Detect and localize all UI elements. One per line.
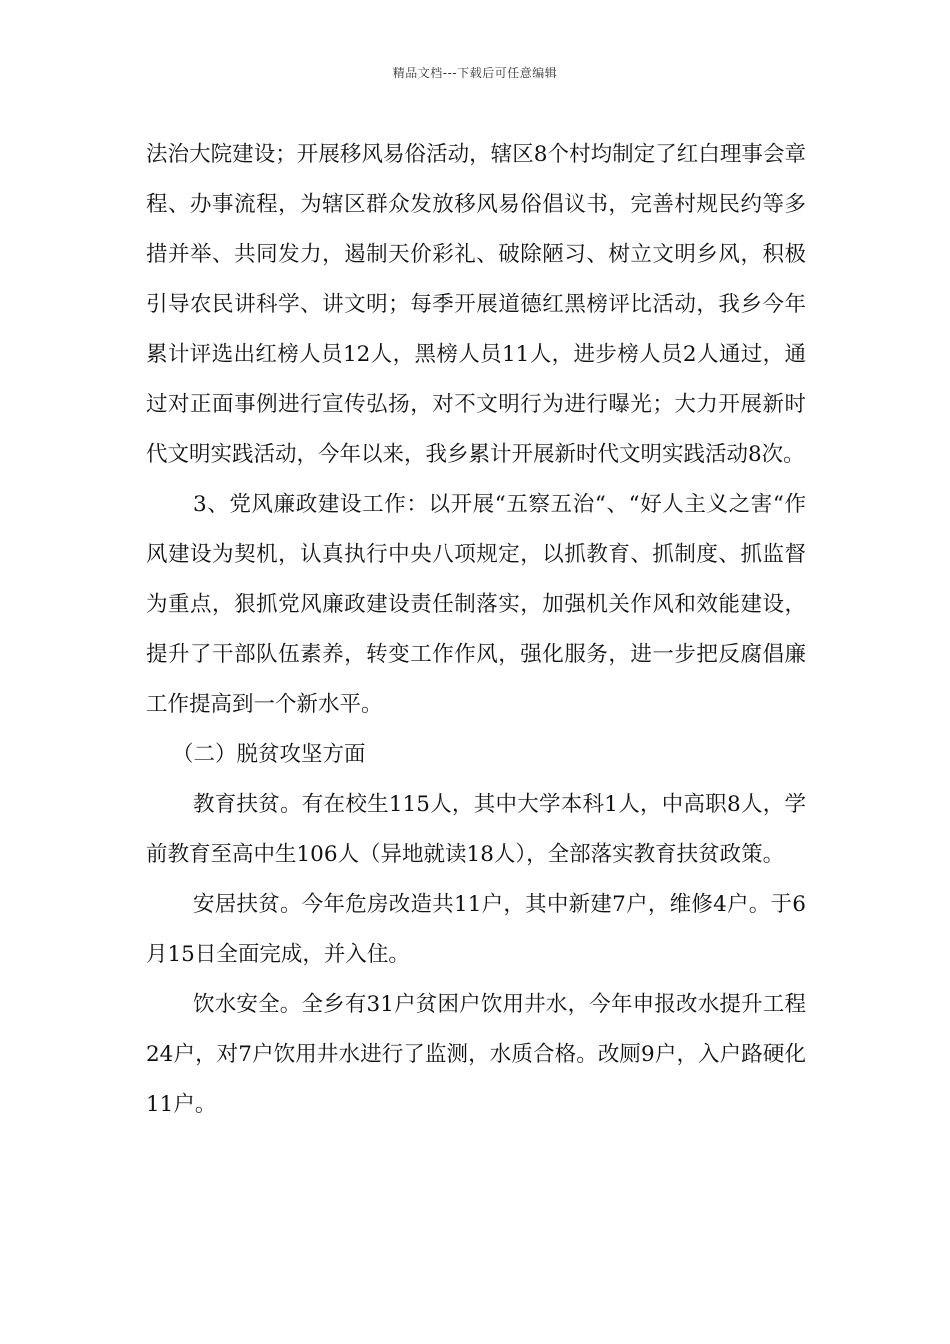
paragraph-education: 教育扶贫。有在校生115人，其中大学本科1人，中高职8人，学前教育至高中生106人（异地就读18人），全部落实教育扶贫政策。: [146, 792, 806, 867]
paragraph-housing: 安居扶贫。今年危房改造共11户，其中新建7户，维修4户。于6月15日全面完成，并入住。: [146, 892, 806, 967]
section-heading-poverty: （二）脱贫攻坚方面: [172, 742, 366, 767]
document-body: [146, 130, 806, 1130]
paragraph-water-safety: 饮水安全。全乡有31户贫困户饮用井水，今年申报改水提升工程24户，对7户饮用井水进行了监测，水质合格。改厕9户，入户路硬化11户。: [146, 992, 806, 1117]
paragraph-civilization: 法治大院建设；开展移风易俗活动，辖区8个村均制定了红白理事会章程、办事流程，为辖区群众发放移风易俗倡议书，完善村规民约等多措并举、共同发力，遏制天价彩礼、破除陋习、树立文明乡风，积极引导农民讲科学、讲文明；每季开展道德红黑榜评比活动，我乡今年累计评选出红榜人员12人，黑榜人员11人，进步榜人员2人通过，通过对正面事例进行宣传弘扬，对不文明行为进行曝光；大力开展新时代文明实践活动，今年以来，我乡累计开展新时代文明实践活动8次。: [146, 142, 806, 467]
page-header: 精品文档---下载后可任意编辑: [392, 66, 558, 80]
paragraph-party-conduct: 3、党风廉政建设工作：以开展“五察五治“、“好人主义之害“作风建设为契机，认真执行中央八项规定，以抓教育、抓制度、抓监督为重点，狠抓党风廉政建设责任制落实，加强机关作风和效能建设，提升了干部队伍素养，转变工作作风，强化服务，进一步把反腐倡廉工作提高到一个新水平。: [146, 492, 806, 717]
